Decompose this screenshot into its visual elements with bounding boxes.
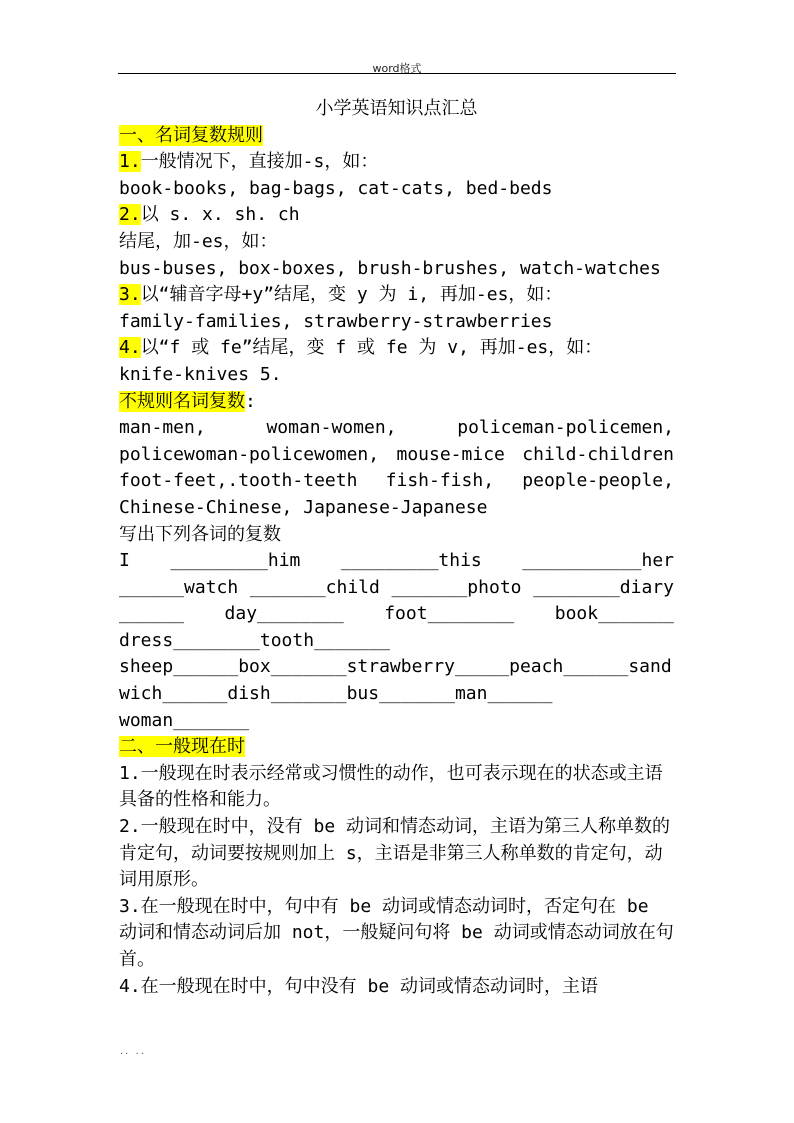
rule-2 xyxy=(119,202,674,229)
irregular-word: man-men, xyxy=(119,417,206,439)
exercise-line: dress________tooth_______ xyxy=(119,629,390,651)
irregular-word: foot-feet,.tooth-teeth xyxy=(119,470,358,492)
exercise-blank: _______photo xyxy=(391,576,522,598)
irregular-line-last: Chinese-Chinese, Japanese-Japanese xyxy=(119,496,488,518)
exercise-blank: _________this xyxy=(340,550,482,572)
irregular-word: mouse-mice xyxy=(396,443,505,465)
irregular-word: policewoman-policewomen, xyxy=(119,443,380,465)
rule-3 xyxy=(119,282,674,309)
irregular-line xyxy=(119,415,674,442)
irregular-heading xyxy=(119,389,674,416)
rule-2-continuation: 结尾，加-es，如： xyxy=(119,230,278,252)
paragraph: 2.一般现在时中，没有 be 动词和情态动词，主语为第三人称单数的肯定句，动词要按规则加上 s，主语是非第三人称单数的肯定句，动词用原形。 xyxy=(119,816,671,891)
rule-1-example: book-books, bag-bags, cat-cats, bed-beds xyxy=(119,177,553,199)
exercise-line: woman_______ xyxy=(119,709,250,731)
exercise-blank: ___________her xyxy=(522,550,674,572)
irregular-word: fish-fish, xyxy=(385,470,495,492)
exercise-line xyxy=(119,575,674,602)
section-heading-present-tense xyxy=(119,734,674,761)
irregular-word: people-people, xyxy=(522,470,674,492)
exercise-blank: I xyxy=(119,550,130,572)
section-heading-plural xyxy=(119,123,674,150)
exercise-title: 写出下列各词的复数 xyxy=(119,523,281,545)
rule-text: 一般情况下，直接加-s，如： xyxy=(140,151,379,173)
irregular-colon: : xyxy=(245,390,256,412)
irregular-word: child-children xyxy=(522,443,674,465)
rule-text: 以“f 或 fe”结尾，变 f 或 fe 为 v, 再加-es，如： xyxy=(140,337,603,359)
irregular-line xyxy=(119,442,674,469)
exercise-blank: ______watch xyxy=(119,576,239,598)
rule-4 xyxy=(119,335,674,362)
exercise-blank: book_______ xyxy=(554,603,674,625)
rule-3-example: family-families, strawberry-strawberries xyxy=(119,310,553,332)
rule-number: 2. xyxy=(119,204,141,226)
paragraph: 3.在一般现在时中，句中有 be 动词或情态动词时，否定句在 be 动词和情态动词后加 not，一般疑问句将 be 动词或情态动词放在句首。 xyxy=(119,895,674,970)
document-title: 小学英语知识点汇总 xyxy=(315,98,478,119)
exercise-line: sheep______box_______strawberry_____peach______sand xyxy=(119,656,672,678)
irregular-label: 不规则名词复数 xyxy=(119,390,245,412)
page-footer: .. .. xyxy=(120,1046,146,1057)
exercise-blank: day________ xyxy=(224,603,344,625)
section-heading-text: 二、一般现在时 xyxy=(119,736,245,758)
section-heading-text: 一、名词复数规则 xyxy=(119,124,263,146)
exercise-blank: _________him xyxy=(170,550,301,572)
exercise-blank: foot________ xyxy=(384,603,515,625)
rule-number: 3. xyxy=(119,284,141,306)
rule-4-example: knife-knives 5. xyxy=(119,363,282,385)
page-header: word格式 xyxy=(372,62,422,75)
exercise-line: wich______dish_______bus_______man______ xyxy=(119,683,553,705)
exercise-line xyxy=(119,548,674,575)
rule-1 xyxy=(119,149,674,176)
rule-2-example: bus-buses, box-boxes, brush-brushes, watch-watches xyxy=(119,257,661,279)
rule-number: 1. xyxy=(119,151,141,173)
exercise-blank: ______ xyxy=(119,603,185,625)
present-tense-notes xyxy=(119,761,674,1000)
irregular-line xyxy=(119,468,674,495)
document-body xyxy=(119,96,674,1000)
paragraph: 1.一般现在时表示经常或习惯性的动作，也可表示现在的状态或主语具备的性格和能力。 xyxy=(119,762,663,811)
rule-text: 以 s. x. sh. ch xyxy=(140,204,300,226)
irregular-word: woman-women, xyxy=(266,417,397,439)
irregular-word: policeman-policemen, xyxy=(457,417,674,439)
exercise-blank: _______child xyxy=(249,576,380,598)
paragraph: 4.在一般现在时中，句中没有 be 动词或情态动词时，主语 xyxy=(119,975,599,997)
exercise-blank: ________diary xyxy=(533,576,674,598)
exercise-line xyxy=(119,601,674,628)
rule-text: 以“辅音字母+y”结尾，变 y 为 i, 再加-es，如： xyxy=(140,284,563,306)
header-divider xyxy=(118,73,676,74)
rule-number: 4. xyxy=(119,337,141,359)
